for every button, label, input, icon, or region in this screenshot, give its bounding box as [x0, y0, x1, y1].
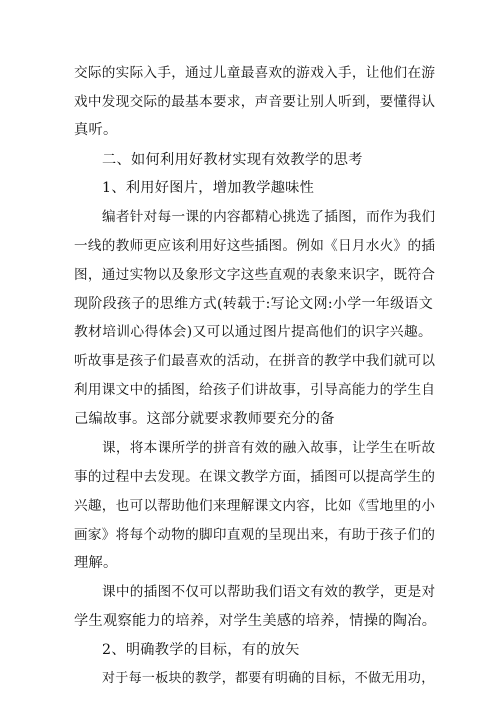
text-line: 事的过程中去发现。在课文教学方面，插图可以提高学生的 — [74, 469, 436, 485]
text-line: 现阶段孩子的思维方式(转载于:写论文网:小学一年级语文 — [74, 296, 433, 312]
text-line: 理解。 — [74, 555, 118, 571]
text-line: 兴趣，也可以帮助他们来理解课文内容，比如《雪地里的小 — [74, 498, 436, 514]
text-line: 一线的教师更应该利用好这些插图。例如《日月水火》的插 — [74, 238, 436, 254]
text-line: 真听。 — [74, 122, 118, 138]
text-line: 课中的插图不仅可以帮助我们语文有效的教学，更是对 — [102, 584, 436, 600]
text-line: 交际的实际入手，通过儿童最喜欢的游戏入手，让他们在游 — [74, 65, 436, 81]
section-heading: 二、如何利用好教材实现有效教学的思考 — [102, 152, 363, 168]
text-line: 听故事是孩子们最喜欢的活动，在拼音的教学中我们就可以 — [74, 353, 436, 369]
text-line: 画家》将每个动物的脚印直观的呈现出来，有助于孩子们的 — [74, 527, 436, 543]
text-line: 对于每一板块的教学，都要有明确的目标，不做无用功， — [102, 671, 435, 686]
text-line: 课，将本课所学的拼音有效的融入故事，让学生在听故 — [102, 440, 436, 456]
text-line: 学生观察能力的培养，对学生美感的培养，情操的陶冶。 — [74, 613, 437, 629]
subsection-heading: 1、利用好图片，增加教学趣味性 — [102, 180, 315, 196]
text-line: 教材培训心得体会)又可以通过图片提高他们的识字兴趣。 — [74, 324, 433, 340]
text-line: 利用课文中的插图，给孩子们讲故事，引导高能力的学生自 — [74, 382, 436, 398]
subsection-heading: 2、明确教学的目标，有的放矢 — [102, 642, 300, 658]
text-line: 图，通过实物以及象形文字这些直观的表象来识字，既符合 — [74, 267, 436, 283]
text-line: 戏中发现交际的最基本要求，声音要让别人听到，要懂得认 — [74, 94, 436, 110]
text-line: 己编故事。这部分就要求教师要充分的备 — [74, 411, 335, 427]
text-line: 编者针对每一课的内容都精心挑选了插图，而作为我们 — [102, 209, 436, 225]
